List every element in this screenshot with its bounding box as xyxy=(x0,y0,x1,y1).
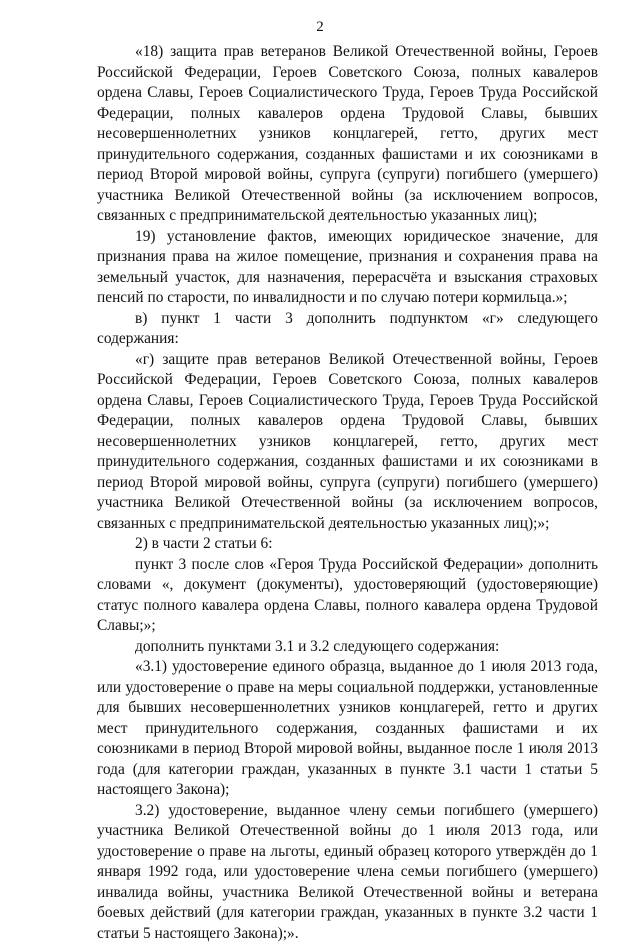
paragraph-item-19: 19) установление фактов, имеющих юридическое значение, для признания права на жилое помещение, признания и сохранения права на земельный участок, для назначения, перерасчёта и взыскания страховых пенсий по старости, по инвалидности и по случаю потери кормильца.»; xyxy=(97,227,598,309)
paragraph-subpoint-v: в) пункт 1 части 3 дополнить подпунктом «г» следующего содержания: xyxy=(97,309,598,350)
paragraph-point-3-amendment: пункт 3 после слов «Героя Труда Российской Федерации» дополнить словами «, документ (документы), удостоверяющий (удостоверяющие) статус полного кавалера ордена Славы, полного кавалера ордена Трудовой Славы;»; xyxy=(97,555,598,637)
paragraph-item-3-2: 3.2) удостоверение, выданное члену семьи погибшего (умершего) участника Великой Отечественной войны до 1 июля 2013 года, или удостоверение о праве на льготы, единый образец которого утверждён до 1 января 1992 года, или удостоверение члена семьи погибшего (умершего) инвалида войны, участника Великой Отечественной войны и ветерана боевых действий (для категории граждан, указанных в пункте 3.2 части 1 статьи 5 настоящего Закона);». xyxy=(97,801,598,944)
page-number: 2 xyxy=(0,18,640,36)
document-body xyxy=(97,42,598,944)
paragraph-subpoint-g: «г) защите прав ветеранов Великой Отечественной войны, Героев Российской Федерации, Героев Советского Союза, полных кавалеров ордена Славы, Героев Социалистического Труда, Героев Труда Российской Федерации, полных кавалеров ордена Трудовой Славы, бывших несовершеннолетних узников концлагерей, гетто, других мест принудительного содержания, созданных фашистами и их союзниками в период Второй мировой войны, супруга (супруги) погибшего (умершего) участника Великой Отечественной войны (за исключением вопросов, связанных с предпринимательской деятельностью указанных лиц);»; xyxy=(97,350,598,535)
paragraph-item-18: «18) защита прав ветеранов Великой Отечественной войны, Героев Российской Федерации, Героев Советского Союза, полных кавалеров ордена Славы, Героев Социалистического Труда, Героев Труда Российской Федерации, полных кавалеров ордена Трудовой Славы, бывших несовершеннолетних узников концлагерей, гетто, других мест принудительного содержания, созданных фашистами и их союзниками в период Второй мировой войны, супруга (супруги) погибшего (умершего) участника Великой Отечественной войны (за исключением вопросов, связанных с предпринимательской деятельностью указанных лиц); xyxy=(97,42,598,227)
paragraph-point-2: 2) в части 2 статьи 6: xyxy=(97,534,598,555)
paragraph-add-points: дополнить пунктами 3.1 и 3.2 следующего содержания: xyxy=(97,637,598,658)
paragraph-item-3-1: «3.1) удостоверение единого образца, выданное до 1 июля 2013 года, или удостоверение о праве на меры социальной поддержки, установленные для бывших несовершеннолетних узников концлагерей, гетто и других мест принудительного содержания, созданных фашистами и их союзниками в период Второй мировой войны, выданное после 1 июля 2013 года (для категории граждан, указанных в пункте 3.1 части 1 статьи 5 настоящего Закона); xyxy=(97,657,598,801)
